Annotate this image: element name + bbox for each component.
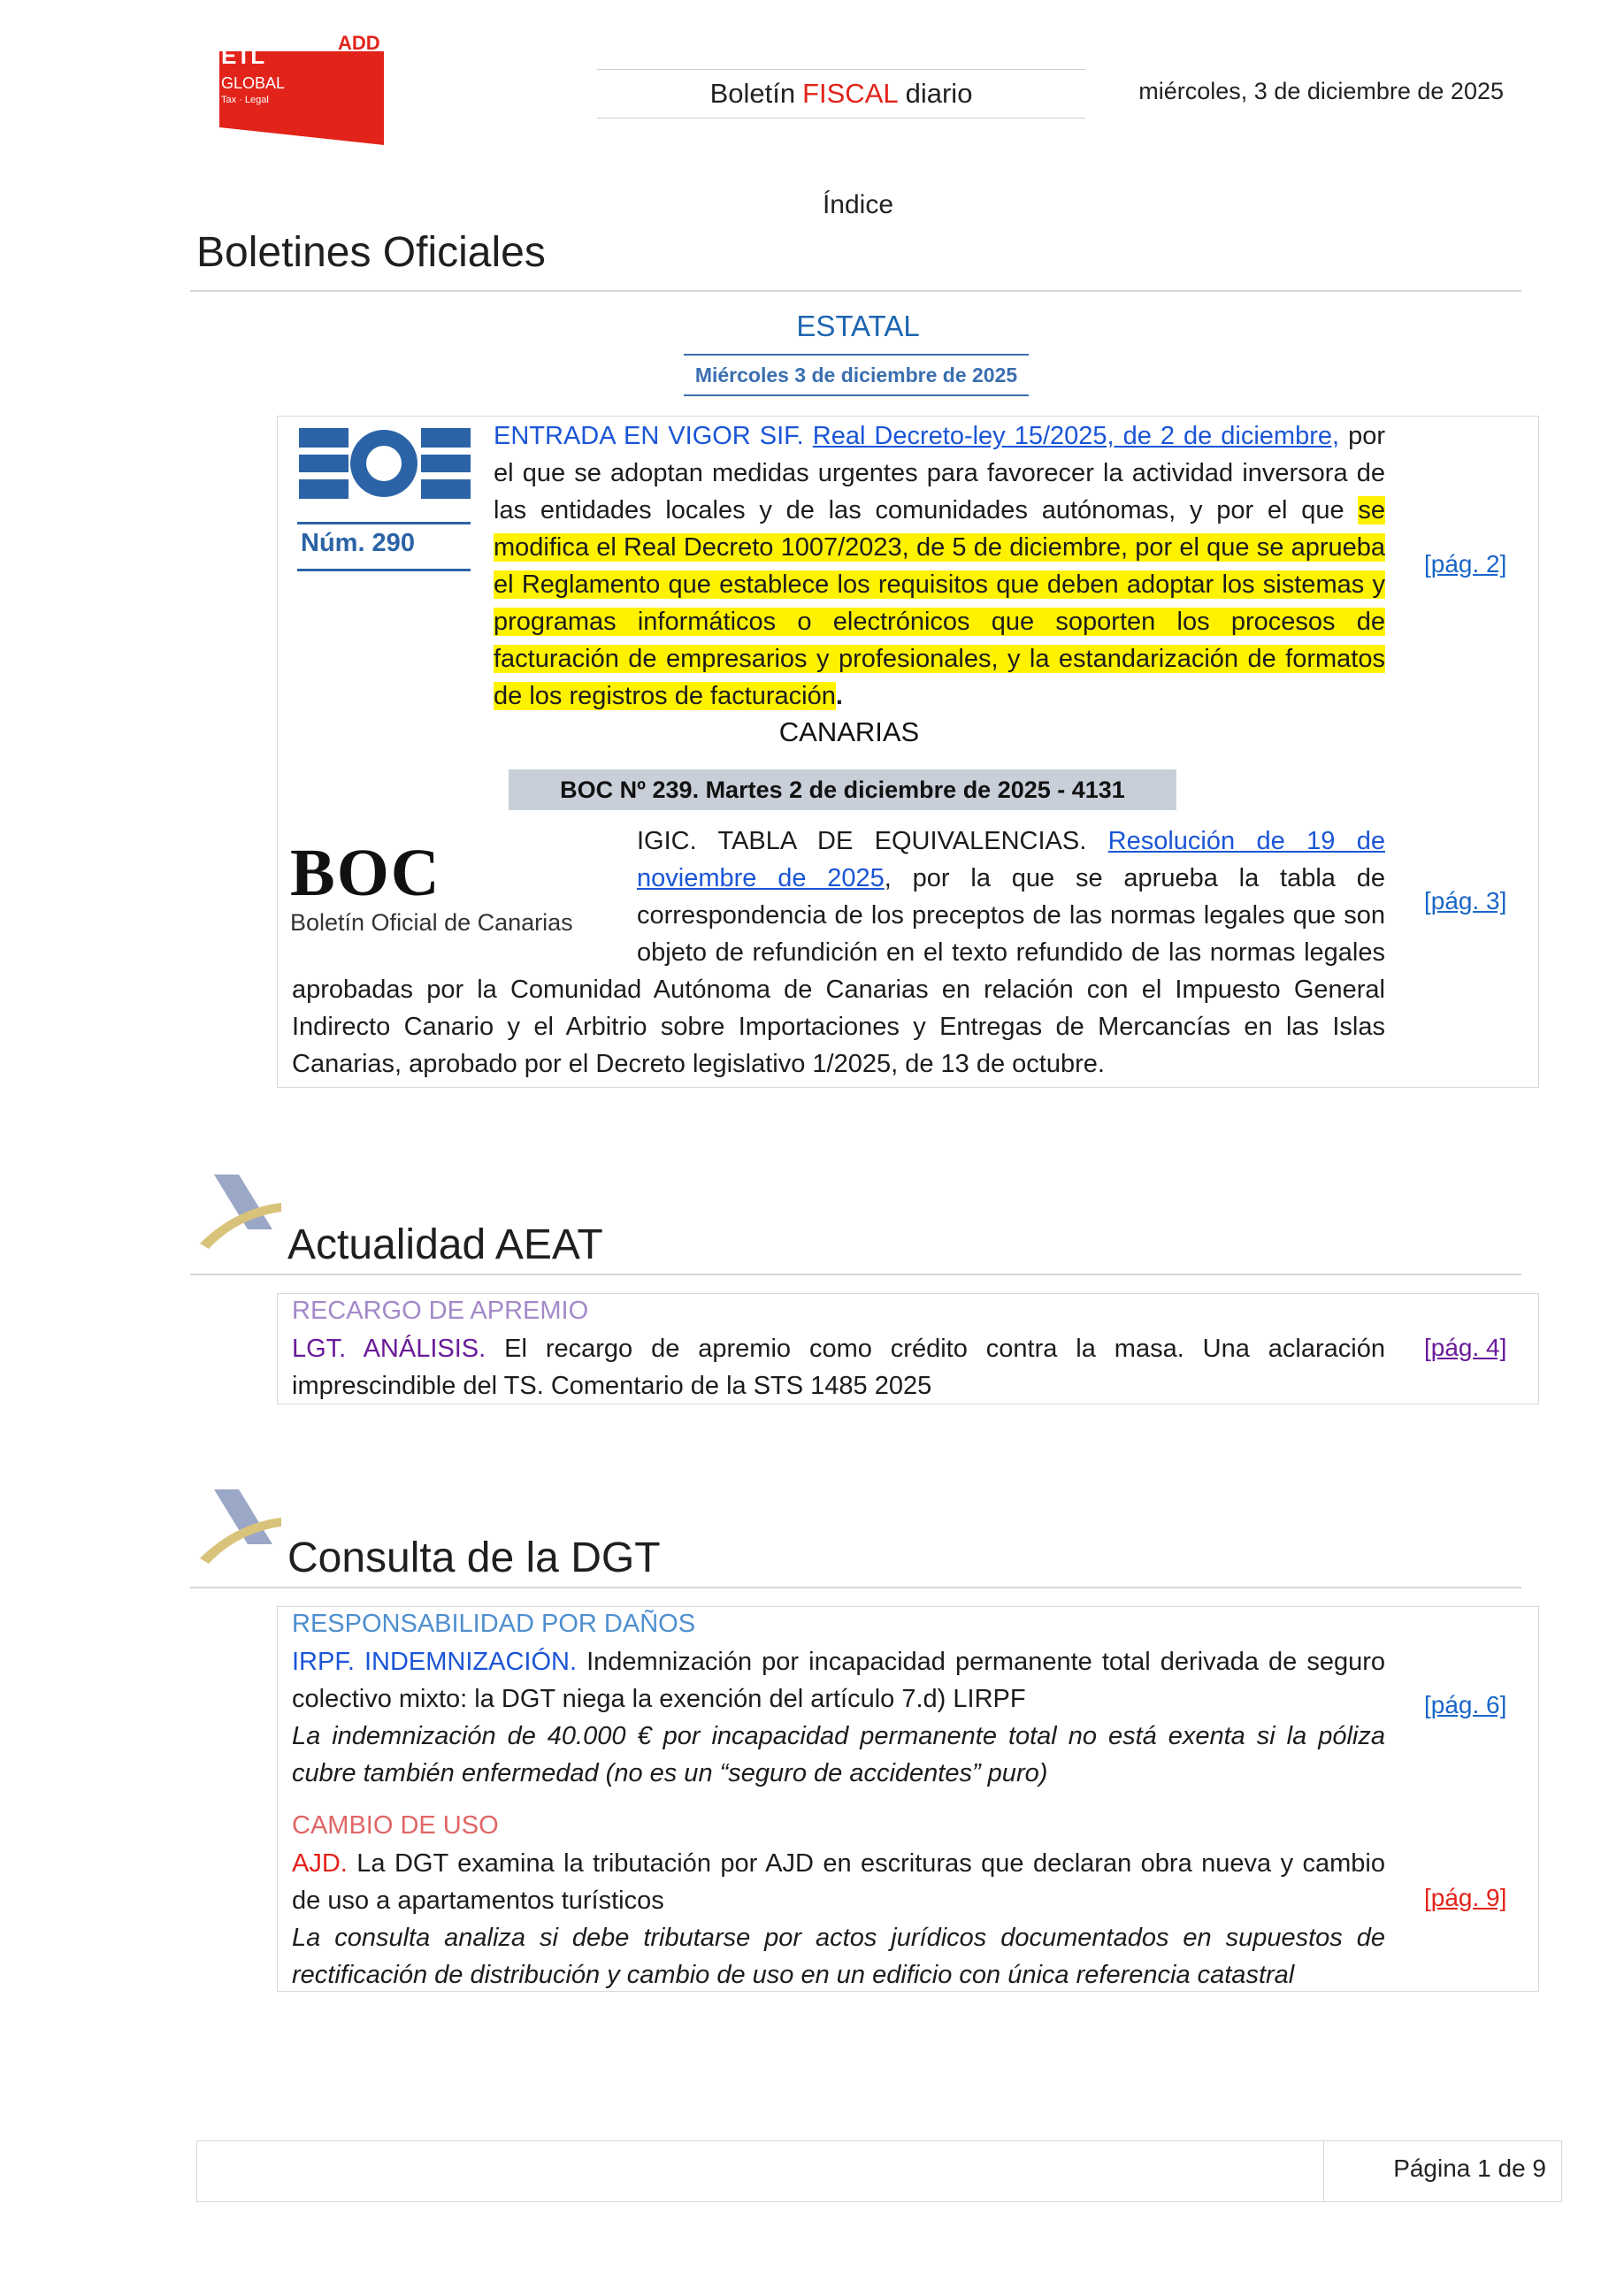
boc-entry-text: , por la que se aprueba la tabla de correspondencia de los preceptos de las normas legales que son objeto de refundición en el texto refundido de las normas legales aprobadas por la Comunidad Autónoma de Canarias en relación con el Impuesto General Indirecto Canario y el Arbitrio sobre Importaciones y Entregas de Mercancías en las Islas Canarias, aprobado por el Decreto legislativo 1/2025, de 13 de octubre.	[292, 864, 1385, 1078]
etl-global-logo	[219, 34, 384, 145]
dgt-item1-page-link[interactable]: [pág. 6]	[1424, 1691, 1507, 1718]
footer-separator	[1323, 2140, 1324, 2202]
logo-add-text: ADD	[338, 32, 380, 54]
estatal-date: Miércoles 3 de diciembre de 2025	[684, 354, 1029, 396]
section-title-dgt: Consulta de la DGT	[287, 1534, 661, 1581]
section-divider	[190, 290, 1521, 292]
boc-logo-mark: BOC	[290, 836, 441, 910]
boc-page-link[interactable]: [pág. 3]	[1424, 887, 1507, 915]
boe-entry-head: ENTRADA EN VIGOR SIF.	[494, 422, 804, 450]
boc-issue-bar: BOC Nº 239. Martes 2 de diciembre de 2025 - 4131	[509, 769, 1176, 810]
dgt-item1-text: Indemnización por incapacidad permanente total derivada de seguro colectivo mixto: la DGT niega la exención del artículo 7.d) LIRPF	[292, 1648, 1386, 1713]
dgt-item1-italic: La indemnización de 40.000 € por incapacidad permanente total no está exenta si la póliza cubre también enfermedad (no es un “seguro de accidentes” puro)	[292, 1722, 1385, 1787]
bulletin-title-accent: FISCAL	[802, 78, 899, 109]
boe-entry-highlight: se modifica el Real Decreto 1007/2023, de 5 de diciembre, por el que se aprueba el Reglamento que establece los requisitos que deben adoptar los sistemas y programas informáticos o electrónicos que soporten los procesos de facturación de empresarios y profesionales, y la estandarización de formatos de los registros de facturación	[494, 496, 1385, 710]
dgt-item2-category: CAMBIO DE USO	[292, 1811, 499, 1840]
logo-tax-text: Tax · Legal	[221, 95, 269, 105]
section-divider	[190, 1274, 1521, 1275]
boe-decree-link[interactable]: Real Decreto-ley 15/2025, de 2 de diciembre,	[812, 422, 1340, 450]
aeat-logo-icon	[196, 1167, 285, 1251]
page-number: Página 1 de 9	[1393, 2154, 1546, 2182]
dgt-item1-category: RESPONSABILIDAD POR DAÑOS	[292, 1610, 696, 1638]
dgt-item2-entry	[292, 1845, 1385, 1994]
dgt-item2-text: La DGT examina la tributación por AJD en escrituras que declaran obra nueva y cambio de uso a apartamentos turísticos	[292, 1849, 1385, 1915]
section-divider	[190, 1587, 1521, 1588]
bulletin-title	[597, 69, 1085, 119]
logo-etl-text: ETL	[221, 42, 265, 69]
boe-entry-end: .	[835, 682, 843, 710]
canarias-label: CANARIAS	[778, 716, 920, 747]
aeat-entry-text: El recargo de apremio como crédito contra la masa. Una aclaración imprescindible del TS. Comentario de la STS 1485 2025	[292, 1335, 1385, 1400]
aeat-category: RECARGO DE APREMIO	[292, 1297, 589, 1325]
dgt-item2-page-link[interactable]: [pág. 9]	[1424, 1884, 1507, 1911]
aeat-logo-icon	[196, 1482, 285, 1566]
dgt-item2-italic: La consulta analiza si debe tributarse por actos jurídicos documentados en supuestos de rectificación de distribución y cambio de uso en un edificio con única referencia catastral	[292, 1924, 1385, 1989]
aeat-page-link[interactable]: [pág. 4]	[1424, 1334, 1507, 1361]
dgt-item1-head: IRPF. INDEMNIZACIÓN.	[292, 1648, 578, 1676]
dgt-item2-head: AJD.	[292, 1849, 348, 1878]
logo-global-text: GLOBAL	[221, 74, 286, 92]
boe-entry-text: por el que se adoptan medidas urgentes para favorecer la actividad inversora de las entidades locales y de las comunidades autónomas, y por el que	[494, 422, 1386, 524]
bulletin-date: miércoles, 3 de diciembre de 2025	[1138, 78, 1504, 104]
section-title-boletines: Boletines Oficiales	[196, 229, 546, 276]
boe-entry	[292, 417, 1385, 715]
aeat-entry-head: LGT. ANÁLISIS.	[292, 1335, 486, 1363]
boe-issue-number: Núm. 290	[301, 529, 415, 557]
boe-float-spacer	[292, 417, 494, 706]
boc-float-spacer	[292, 823, 637, 971]
boe-page-link[interactable]: [pág. 2]	[1424, 550, 1507, 578]
boc-entry-head: IGIC. TABLA DE EQUIVALENCIAS.	[637, 827, 1087, 855]
boc-entry	[292, 823, 1385, 1083]
aeat-entry	[292, 1330, 1385, 1404]
boc-logo-subtitle: Boletín Oficial de Canarias	[290, 909, 573, 936]
section-title-aeat: Actualidad AEAT	[287, 1221, 603, 1268]
estatal-label: ESTATAL	[796, 310, 920, 342]
index-label: Índice	[822, 190, 894, 219]
dgt-item1-entry	[292, 1643, 1385, 1792]
bulletin-title-suffix: diario	[905, 78, 973, 109]
boc-resolution-link[interactable]: Resolución de 19 de noviembre de 2025	[637, 827, 1385, 892]
bulletin-title-prefix: Boletín	[709, 78, 796, 109]
